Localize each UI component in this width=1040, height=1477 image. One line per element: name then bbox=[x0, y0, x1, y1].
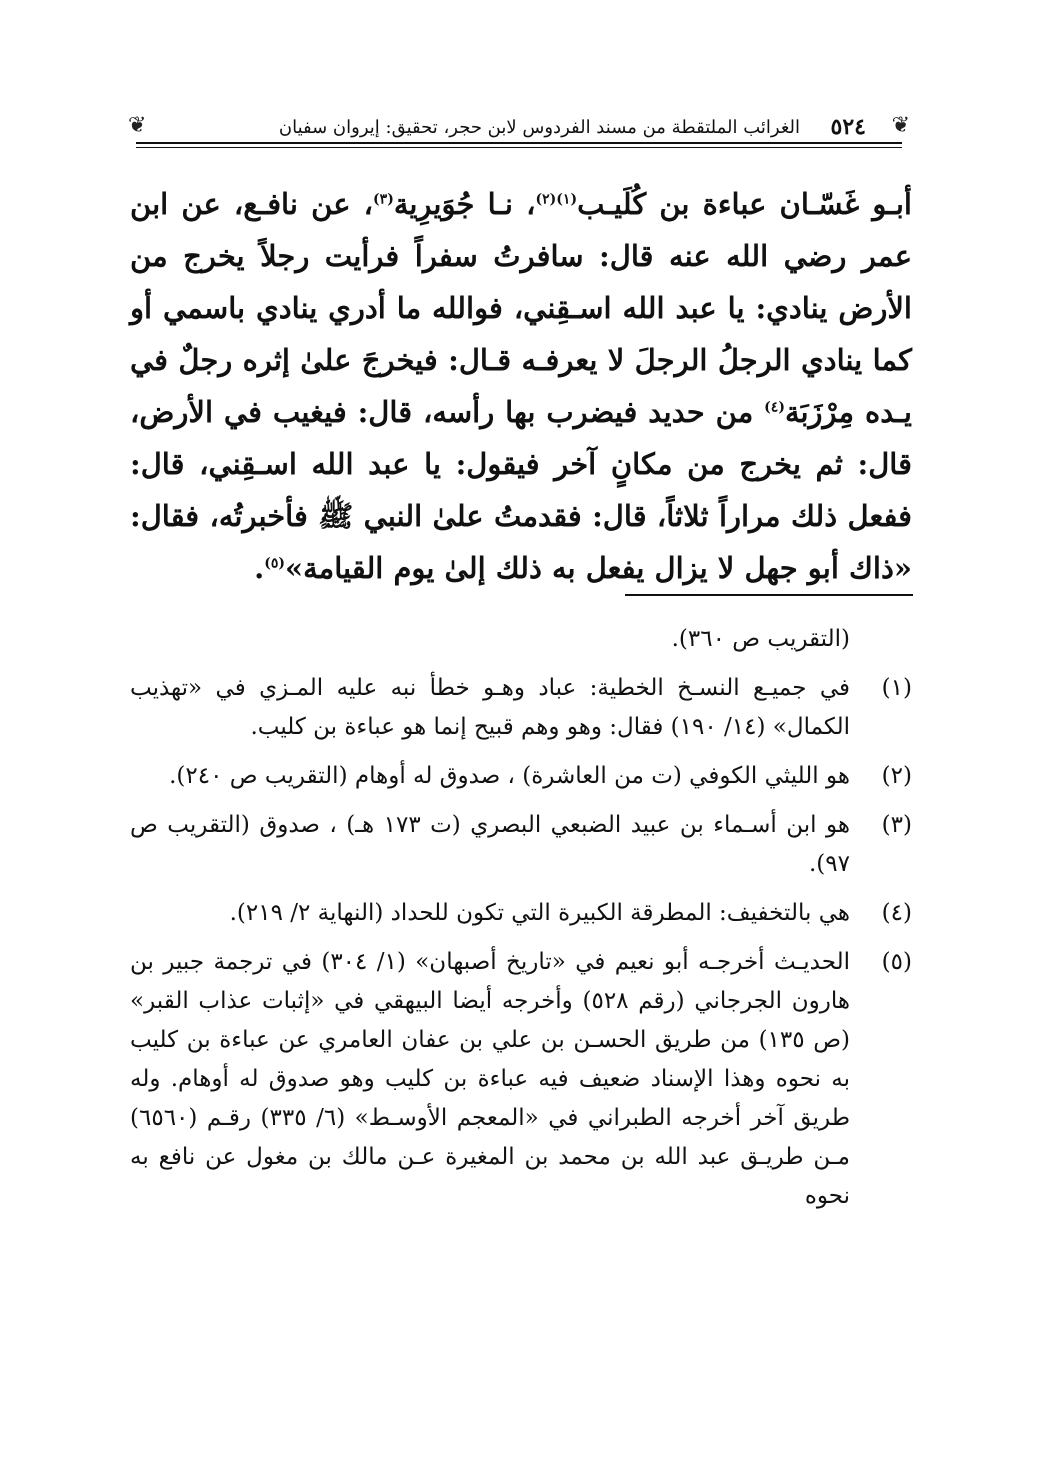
footnote-continuation: (التقريب ص ٣٦٠). bbox=[671, 626, 850, 652]
hadith-segment: . bbox=[254, 551, 265, 585]
footnotes bbox=[130, 620, 912, 1226]
floral-ornament-icon: ❦ bbox=[128, 113, 147, 138]
footnote-number: (٤) bbox=[881, 900, 912, 926]
footnote-item bbox=[130, 757, 912, 796]
footnote-ref[interactable]: (٣) bbox=[373, 191, 394, 208]
hadith-text bbox=[130, 178, 912, 594]
footnote-item bbox=[130, 806, 912, 884]
footnote-item bbox=[130, 669, 912, 747]
footnote-number: (٢) bbox=[881, 763, 912, 789]
footnote-text: هي بالتخفيف: المطرقة الكبيرة التي تكون للحداد (النهاية ٢/ ٢١٩). bbox=[229, 900, 850, 926]
header-rule-thin bbox=[136, 147, 902, 148]
footnote-ref[interactable]: (٥) bbox=[264, 555, 285, 572]
footnote-text: هو ابن أسـماء بن عبيد الضبعي البصري (ت ١٧٣ هـ) ، صدوق (التقريب ص ٩٧). bbox=[130, 812, 850, 877]
hadith-segment: ، نـا جُوَيرِية bbox=[393, 187, 536, 221]
page-header bbox=[128, 108, 910, 146]
footnote-number: (٥) bbox=[881, 949, 912, 975]
floral-ornament-icon: ❦ bbox=[891, 113, 910, 138]
hadith-segment: ، عن نافـع، عن ابن عمر رضي الله عنه قال: سافرتُ سفراً فرأيت رجلاً يخرج من الأرض ينادي: يا عبد الله اسـقِني، فوالله ما أدري ينادي باسمي أو كما ينادي الرجلُ الرجلَ لا يعرفـه قـال: فيخرجَ علىٰ إثره رجلٌ في يـده مِرْزَبَة bbox=[130, 187, 912, 429]
footnote-ref[interactable]: (١)(٢) bbox=[535, 191, 578, 208]
hadith-segment: من حديد فيضرب بها رأسه، قال: فيغيب في الأرض، قال: ثم يخرج من مكانٍ آخر فيقول: يا عبد الله اسـقِني، قال: ففعل ذلك مراراً ثلاثاً، قال: فقدمتُ علىٰ النبي ﷺ فأخبرتُه، فقال: «ذاك أبو جهل لا يزال يفعل به ذلك إلىٰ يوم القيامة» bbox=[130, 395, 912, 585]
running-title: الغرائب الملتقطة من مسند الفردوس لابن حجر، تحقيق: إيروان سفيان bbox=[278, 117, 800, 138]
footnote-number: (٣) bbox=[881, 812, 912, 838]
hadith-segment: أبـو غَسّـان عباءة بن كُلَيـب bbox=[577, 187, 912, 221]
footnote-separator bbox=[625, 594, 913, 596]
header-rule bbox=[136, 142, 902, 144]
footnote-item bbox=[130, 943, 912, 1216]
footnote-text: في جميـع النسـخ الخطية: عباد وهـو خطأ نبه عليه المـزي في «تهذيب الكمال» (١٤/ ١٩٠) فقال: وهو وهم قبيح إنما هو عباءة بن كليب. bbox=[130, 675, 850, 740]
footnote-item bbox=[130, 894, 912, 933]
footnote-text: هو الليثي الكوفي (ت من العاشرة) ، صدوق له أوهام (التقريب ص ٢٤٠). bbox=[169, 763, 850, 789]
hadith-paragraph bbox=[130, 178, 912, 594]
footnote-text: الحديـث أخرجـه أبو نعيم في «تاريخ أصبهان» (١/ ٣٠٤) في ترجمة جبير بن هارون الجرجاني (رقم ٥٢٨) وأخرجه أيضا البيهقي في «إثبات عذاب القبر» (ص ١٣٥) من طريق الحسـن بن علي بن عفان العامري عن عباءة بن كليب به نحوه وهذا الإسناد ضعيف فيه عباءة بن كليب وهو صدوق له أوهام. وله طريق آخر أخرجه الطبراني في «المعجم الأوسـط» (٦/ ٣٣٥) رقـم (٦٥٦٠) مـن طريـق عبد الله بن محمد بن المغيرة عـن مالك بن مغول عن نافع به نحوه bbox=[130, 949, 851, 1209]
page-number: ٥٢٤ bbox=[830, 114, 866, 140]
footnote-ref[interactable]: (٤) bbox=[764, 399, 785, 416]
footnote-number: (١) bbox=[881, 675, 912, 701]
